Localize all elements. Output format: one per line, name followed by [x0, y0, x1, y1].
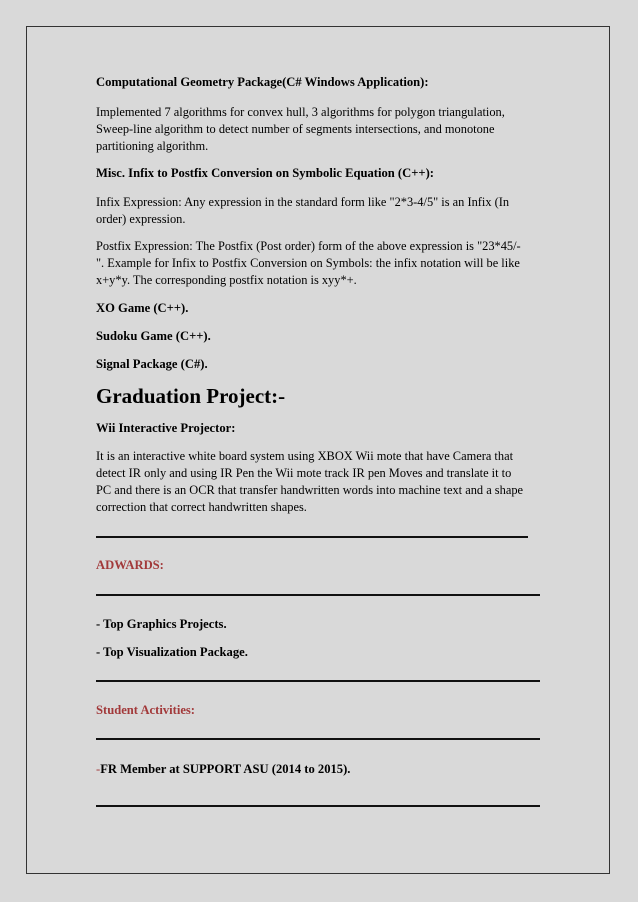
- activity-dash: -: [96, 762, 101, 776]
- award-item-2: [96, 644, 546, 660]
- infix-line-2: order) expression.: [96, 212, 186, 226]
- divider-1: [96, 536, 528, 538]
- signal-package: [96, 356, 546, 372]
- wii-line-2: detect IR only and using IR Pen the Wii mote track IR pen Moves and translate it to: [96, 466, 512, 480]
- graduation-section: [96, 383, 546, 409]
- divider-4: [96, 738, 540, 740]
- activity-support-asu: [96, 761, 546, 777]
- awards-title: ADWARDS:: [96, 558, 164, 572]
- cg-section: [96, 74, 546, 90]
- divider-5: [96, 805, 540, 807]
- sudoku-game: [96, 328, 546, 344]
- misc-title: Misc. Infix to Postfix Conversion on Symbolic Equation (C++):: [96, 166, 434, 180]
- awards-section: [96, 557, 546, 573]
- postfix-paragraph: [96, 238, 546, 289]
- postfix-line-2: ". Example for Infix to Postfix Conversion on Symbols: the infix notation will be like: [96, 256, 520, 270]
- cg-line-3: partitioning algorithm.: [96, 139, 209, 153]
- wii-description: [96, 448, 546, 516]
- cg-title: Computational Geometry Package(C# Windows Application):: [96, 75, 429, 89]
- award-graphics: - Top Graphics Projects.: [96, 617, 227, 631]
- graduation-title: Graduation Project:-: [96, 384, 286, 408]
- activity-item-1: [96, 761, 546, 777]
- cg-description: [96, 104, 546, 155]
- divider-2: [96, 594, 540, 596]
- misc-section: [96, 165, 546, 181]
- xo-title: XO Game (C++).: [96, 301, 189, 315]
- postfix-line-1: Postfix Expression: The Postfix (Post order) form of the above expression is "23*45/-: [96, 239, 521, 253]
- activities-section: [96, 702, 546, 718]
- activities-title: Student Activities:: [96, 703, 195, 717]
- wii-line-3: PC and there is an OCR that transfer handwritten words into machine text and a shape: [96, 483, 524, 497]
- award-visualization: - Top Visualization Package.: [96, 645, 248, 659]
- divider-3: [96, 680, 540, 682]
- cg-line-2: Sweep-line algorithm to detect number of segments intersections, and monotone: [96, 122, 495, 136]
- signal-title: Signal Package (C#).: [96, 357, 208, 371]
- infix-line-1: Infix Expression: Any expression in the standard form like "2*3-4/5" is an Infix (In: [96, 195, 510, 209]
- xo-game: [96, 300, 546, 316]
- postfix-line-3: x+y*y. The corresponding postfix notation is xyy*+.: [96, 273, 357, 287]
- wii-line-1: It is an interactive white board system using XBOX Wii mote that have Camera that: [96, 449, 514, 463]
- wii-line-4: correction that correct handwritten shapes.: [96, 500, 307, 514]
- activity-text: FR Member at SUPPORT ASU (2014 to 2015).: [100, 762, 351, 776]
- sudoku-title: Sudoku Game (C++).: [96, 329, 211, 343]
- wii-title: Wii Interactive Projector:: [96, 421, 236, 435]
- infix-paragraph: [96, 194, 546, 228]
- award-item-1: [96, 616, 546, 632]
- wii-section: [96, 420, 546, 436]
- cg-line-1: Implemented 7 algorithms for convex hull, 3 algorithms for polygon triangulation,: [96, 105, 505, 119]
